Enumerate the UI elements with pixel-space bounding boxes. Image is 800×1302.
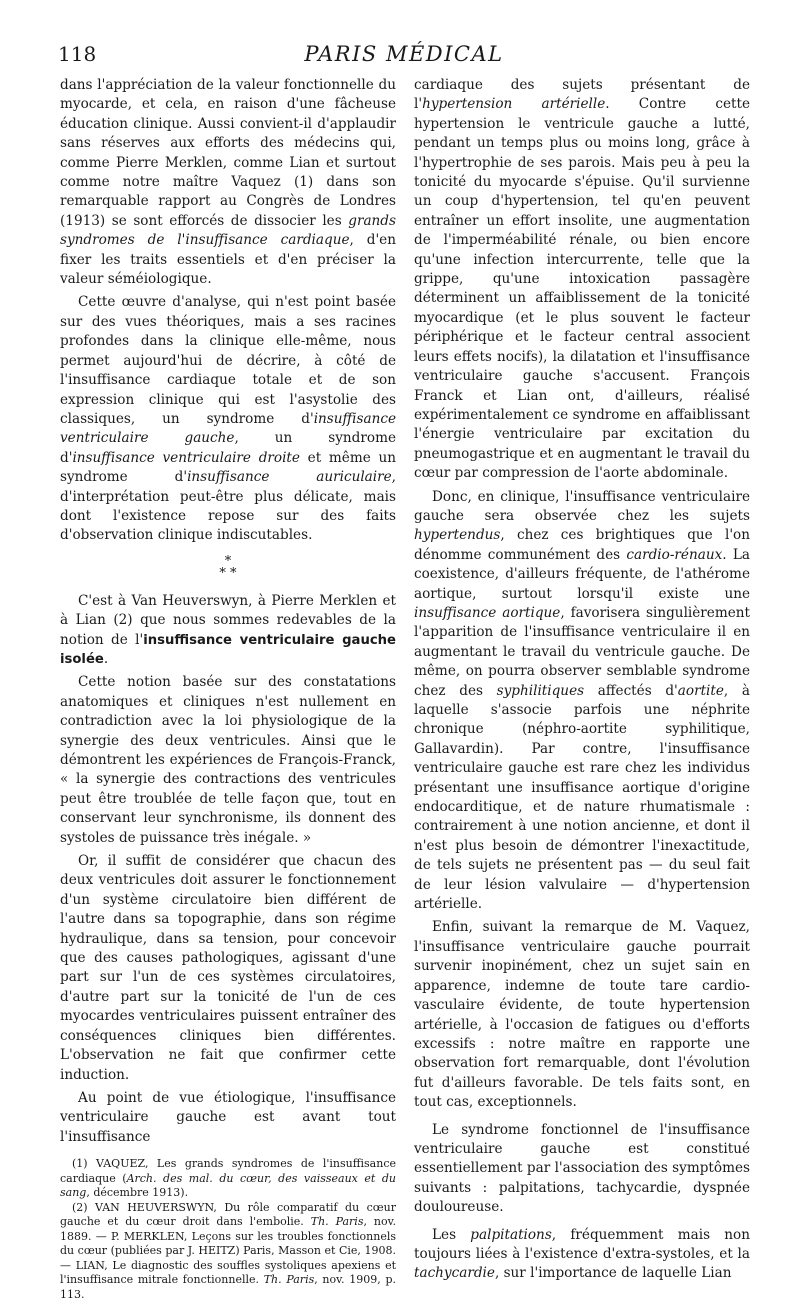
- running-header: [58, 42, 750, 72]
- right-paragraph-3: Enfin, suivant la remarque de M. Vaquez, l'insuffisance ventriculaire gauche pourrait survenir inopinément, chez un sujet sain en apparence, indemne de toute tare cardio-vasculaire évidente, de toute hypertension artérielle, à l'occasion de fatigues ou d'efforts excessifs : notre maître en rapporte une observation fort remarquable, dont l'évolution fut d'ailleurs favorable. De tels faits sont, en tout cas, exceptionnels.: [414, 919, 750, 1111]
- left-paragraph-6: Au point de vue étiologique, l'insuffisance ventriculaire gauche est avant tout l'insuffisance: [60, 1089, 396, 1145]
- footnote-1: (1) VAQUEZ, Les grands syndromes de l'insuffisance cardiaque (Arch. des mal. du cœur, des vaisseaux et du sang, décembre 1913).: [60, 1157, 396, 1200]
- left-column: [60, 76, 396, 1302]
- right-paragraph-1: cardiaque des sujets présentant de l'hypertension artérielle. Contre cette hypertension le ventricule gauche a lutté, pendant un temps plus ou moins long, grâce à l'hypertrophie de ses parois. Mais peu à peu la tonicité du myocarde s'épuise. Qu'il survienne un coup d'hypertension, tel qu'en peuvent entraîner un effort insolite, une augmentation de l'imperméabilité rénale, ou bien encore qu'une infection intercurrente, telle que la grippe, qu'une intoxication passagère déterminent un affaiblissement de la tonicité myocardique (et le plus souvent le facteur périphérique et le facteur central associent leurs effets nocifs), la dilatation et l'insuffisance ventriculaire gauche s'accusent. François Franck et Lian ont, d'ailleurs, réalisé expérimentalement ce syndrome en affaiblissant l'énergie ventriculaire par excitation du pneumogastrique et en augmentant le travail du cœur par compression de l'aorte abdominale.: [414, 77, 750, 482]
- right-column: [414, 76, 750, 1284]
- left-paragraph-1: dans l'appréciation de la valeur fonctionnelle du myocarde, et cela, en raison d'une fâcheuse éducation clinique. Aussi convient-il d'applaudir sans réserves aux efforts des médecins qui, comme Pierre Merklen, comme Lian et surtout comme notre maître Vaquez (1) dans son remarquable rapport au Congrès de Londres (1913) se sont efforcés de dissocier les grands syndromes de l'insuffisance cardiaque, d'en fixer les traits essentiels et d'en préciser la valeur séméiologique.: [60, 77, 396, 288]
- left-paragraph-5: Or, il suffit de considérer que chacun des deux ventricules doit assurer le fonctionnement d'un système circulatoire bien différent de l'autre dans sa topographie, dans son régime hydraulique, dans sa tension, pour concevoir que des causes pathologiques, agissant d'une part sur l'un de ces systèmes circulatoires, d'autre part sur la tonicité de l'un de ces myocardes ventriculaires puissent entraîner des conséquences cliniques bien différentes. L'observation ne fait que confirmer cette induction.: [60, 853, 396, 1083]
- right-paragraph-5: Les palpitations, fréquemment mais non toujours liées à l'existence d'extra-systoles, et la tachycardie, sur l'importance de laquelle Lian: [414, 1226, 750, 1282]
- left-paragraph-3: C'est à Van Heuverswyn, à Pierre Merklen et à Lian (2) que nous sommes redevables de la notion de l'insuffisance ventriculaire gauche isolée.: [60, 592, 396, 667]
- page-number: 118: [58, 42, 97, 66]
- footnotes: [60, 1157, 396, 1302]
- left-paragraph-4: Cette notion basée sur des constatations anatomiques et cliniques n'est nullement en contradiction avec la loi physiologique de la synergie des deux ventricules. Ainsi que le démontrent les expériences de François-Franck, « la synergie des contractions des ventricules peut être troublée de telle façon que, tout en conservant leur synchronisme, ils donnent des systoles de puissance très inégale. »: [60, 674, 396, 846]
- right-paragraph-2: Donc, en clinique, l'insuffisance ventriculaire gauche sera observée chez les sujets hypertendus, chez ces brightiques que l'on dénomme communément des cardio-rénaux. La coexistence, d'ailleurs fréquente, de l'athérome aortique, surtout lorsqu'il existe une insuffisance aortique, favorisera singulièrement l'apparition de l'insuffisance ventriculaire il en augmentant le travail du ventricule gauche. De même, on pourra observer semblable syndrome chez des syphilitiques affectés d'aortite, à laquelle s'associe parfois une néphrite chronique (néphro-aortite syphilitique, Gallavardin). Par contre, l'insuffisance ventriculaire gauche est rare chez les individus présentant une insuffisance aortique d'origine endocarditique, et de nature rhumatismale : contrairement à une notion ancienne, et dont il n'est plus besoin de démontrer l'inexactitude, de tels sujets ne présentent pas — du seul fait de leur lésion valvulaire — d'hypertension artérielle.: [414, 488, 751, 913]
- left-paragraph-2: Cette œuvre d'analyse, qui n'est point basée sur des vues théoriques, mais a ses racines profondes dans la clinique elle-même, nous permet aujourd'hui de décrire, à côté de l'insuffisance cardiaque totale et de son expression clinique qui est l'asystolie des classiques, un syndrome d'insuffisance ventriculaire gauche, un syndrome d'insuffisance ventriculaire droite et même un syndrome d'insuffisance auriculaire, d'interprétation peut-être plus délicate, mais dont l'existence repose sur des faits d'observation clinique indiscutables.: [60, 294, 397, 544]
- asterism-separator: * * *: [219, 553, 237, 581]
- right-paragraph-4: Le syndrome fonctionnel de l'insuffisance ventriculaire gauche est constitué essentiellement par l'association des symptômes suivants : palpitations, tachycardie, dyspnée douloureuse.: [414, 1121, 750, 1216]
- footnote-2: (2) VAN HEUVERSWYN, Du rôle comparatif du cœur gauche et du cœur droit dans l'embolie. Th. Paris, nov. 1889. — P. MERKLEN, Leçons sur les troubles fonctionnels du cœur (publiées par J. HEITZ) Paris, Masson et Cie, 1908. — LIAN, Le diagnostic des souffles systoliques apexiens et l'insuffisance mitrale fonctionnelle. Th. Paris, nov. 1909, p. 113.: [60, 1200, 397, 1301]
- journal-title: PARIS MÉDICAL: [304, 42, 504, 66]
